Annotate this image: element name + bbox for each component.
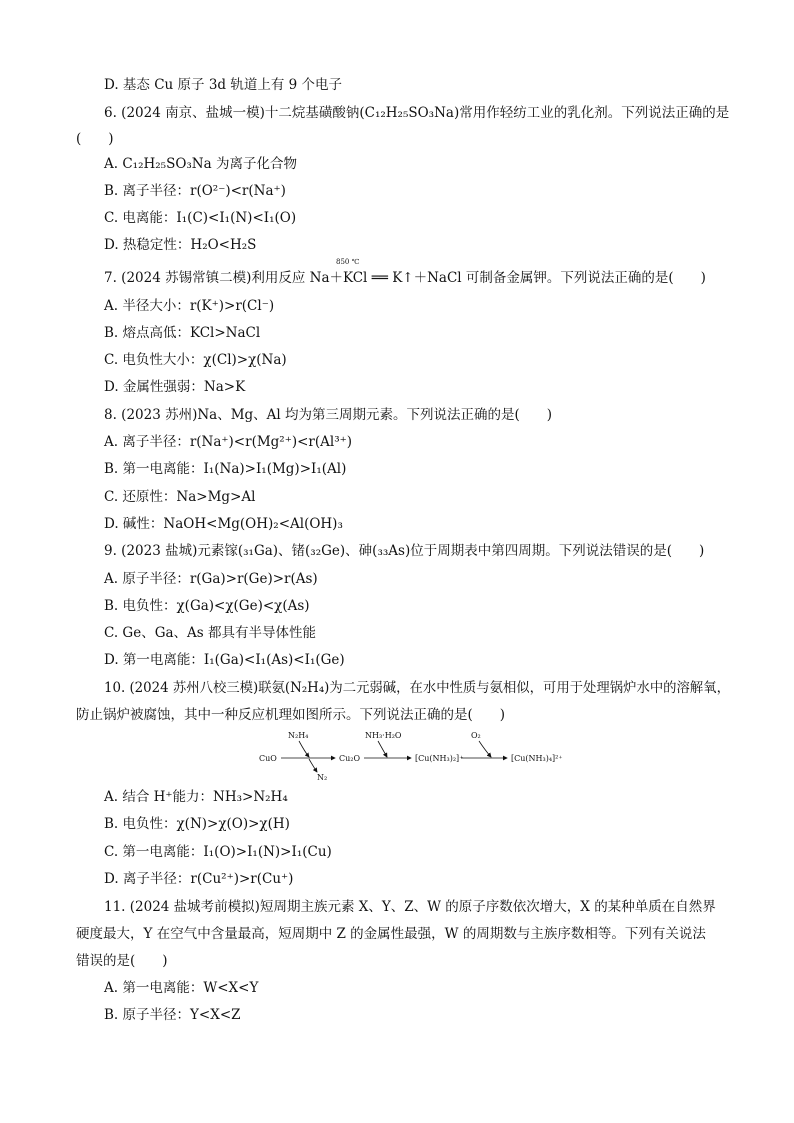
n2h4-input-arrow bbox=[299, 741, 309, 757]
n2-label: N₂ bbox=[317, 773, 328, 782]
q10-option-c: C. 第一电离能：I₁(O)>I₁(N)>I₁(Cu) bbox=[104, 844, 332, 860]
nh3h2o-label: NH₃·H₂O bbox=[365, 731, 402, 740]
q8-option-d: D. 碱性：NaOH<Mg(OH)₂<Al(OH)₃ bbox=[104, 516, 343, 532]
q6-stem-bracket: ( ) bbox=[76, 131, 114, 147]
q9-option-b: B. 电负性：χ(Ga)<χ(Ge)<χ(As) bbox=[104, 598, 310, 614]
q6-stem: 6. (2024 南京、盐城一模)十二烷基磺酸钠(C₁₂H₂₅SO₃Na)常用作轻纺工业的乳化剂。下列说法正确的是 bbox=[104, 105, 730, 121]
cu2o-label: Cu₂O bbox=[339, 754, 361, 763]
q11-stem-line2: 硬度最大，Y 在空气中含量最高，短周期中 Z 的金属性最强，W 的周期数与主族序数相等。下列有关说法 bbox=[76, 926, 706, 942]
q8-option-b: B. 第一电离能：I₁(Na)>I₁(Mg)>I₁(Al) bbox=[104, 461, 347, 477]
q9-option-c: C. Ge、Ga、As 都具有半导体性能 bbox=[104, 625, 317, 641]
q9-option-a: A. 原子半径：r(Ga)>r(Ge)>r(As) bbox=[104, 571, 318, 587]
q10-option-b: B. 电负性：χ(N)>χ(O)>χ(H) bbox=[104, 816, 290, 832]
complex2-label: [Cu(NH₃)₄]²⁺ bbox=[511, 754, 563, 763]
q6-option-c: C. 电离能：I₁(C)<I₁(N)<I₁(O) bbox=[104, 210, 297, 226]
q10-stem-line1: 10. (2024 苏州八校三模)联氨(N₂H₄)为二元弱碱，在水中性质与氨相似，可用于处理锅炉水中的溶解氧， bbox=[104, 680, 730, 696]
o2-input-arrow bbox=[479, 741, 491, 757]
q10-stem-line2: 防止锅炉被腐蚀，其中一种反应机理如图所示。下列说法正确的是( ) bbox=[76, 707, 506, 723]
q7-reaction-condition: 850 ℃ bbox=[336, 258, 360, 266]
q6-option-d: D. 热稳定性：H₂O<H₂S bbox=[104, 237, 257, 253]
complex1-label: [Cu(NH₃)₂]⁺ bbox=[415, 754, 464, 763]
cuo-label: CuO bbox=[259, 754, 277, 763]
q10-option-a: A. 结合 H⁺能力：NH₃>N₂H₄ bbox=[104, 789, 288, 805]
q11-stem-line3: 错误的是( ) bbox=[76, 953, 168, 969]
q11-option-a: A. 第一电离能：W<X<Y bbox=[104, 980, 259, 996]
nh3h2o-input-arrow bbox=[378, 741, 387, 757]
q9-option-d: D. 第一电离能：I₁(Ga)<I₁(As)<I₁(Ge) bbox=[104, 652, 345, 668]
q7-option-b: B. 熔点高低：KCl>NaCl bbox=[104, 325, 261, 341]
reaction-mechanism-diagram bbox=[255, 728, 575, 784]
q7-option-c: C. 电负性大小：χ(Cl)>χ(Na) bbox=[104, 352, 287, 368]
q10-option-d: D. 离子半径：r(Cu²⁺)>r(Cu⁺) bbox=[104, 871, 294, 887]
q6-option-b: B. 离子半径：r(O²⁻)<r(Na⁺) bbox=[104, 183, 286, 199]
q7-option-d: D. 金属性强弱：Na>K bbox=[104, 379, 246, 395]
q8-option-a: A. 离子半径：r(Na⁺)<r(Mg²⁺)<r(Al³⁺) bbox=[104, 434, 353, 450]
q7-stem: 7. (2024 苏锡常镇二模)利用反应 Na＋KCl ══ K↑＋NaCl 可制备金属钾。下列说法正确的是( ) bbox=[104, 270, 706, 286]
q8-option-c: C. 还原性：Na>Mg>Al bbox=[104, 489, 256, 505]
q8-stem: 8. (2023 苏州)Na、Mg、Al 均为第三周期元素。下列说法正确的是( ) bbox=[104, 407, 553, 423]
n2h4-label: N₂H₄ bbox=[288, 731, 309, 740]
q11-option-b: B. 原子半径：Y<X<Z bbox=[104, 1007, 241, 1023]
q7-option-a: A. 半径大小：r(K⁺)>r(Cl⁻) bbox=[104, 298, 275, 314]
q6-option-a: A. C₁₂H₂₅SO₃Na 为离子化合物 bbox=[104, 156, 297, 172]
o2-label: O₂ bbox=[471, 731, 481, 740]
q9-stem: 9. (2023 盐城)元素镓(₃₁Ga)、锗(₃₂Ge)、砷(₃₃As)位于周期表中第四周期。下列说法错误的是( ) bbox=[104, 543, 705, 559]
q11-stem-line1: 11. (2024 盐城考前模拟)短周期主族元素 X、Y、Z、W 的原子序数依次增大，X 的某种单质在自然界 bbox=[104, 899, 716, 915]
n2-output-arrow bbox=[309, 759, 317, 772]
q5-option-d: D. 基态 Cu 原子 3d 轨道上有 9 个电子 bbox=[104, 77, 343, 93]
